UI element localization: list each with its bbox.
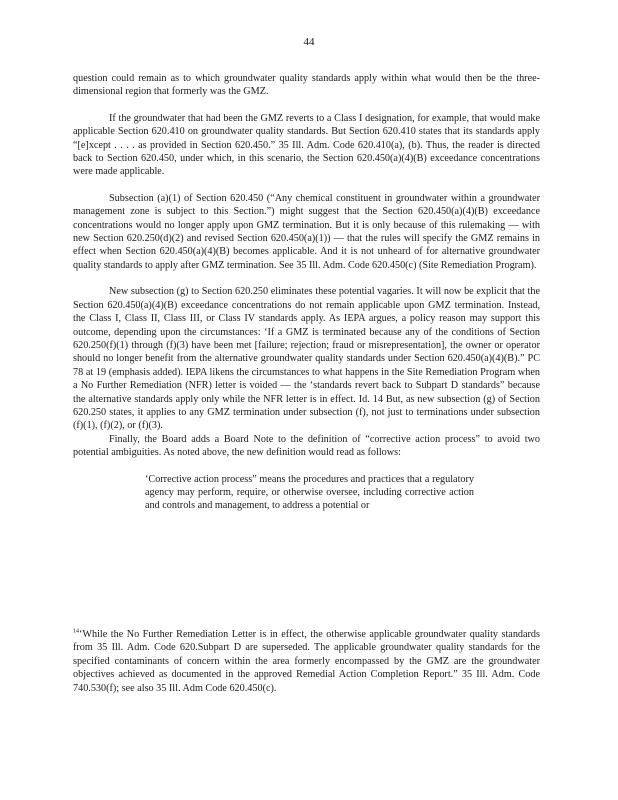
paragraph-board-note: Finally, the Board adds a Board Note to the definition of “corrective action process” to avoid two potential ambiguities. As noted above, the new definition would read as follows: [73, 433, 540, 459]
paragraph-class-i-reversion: If the groundwater that had been the GMZ reverts to a Class I designation, for example, that would make applicable Section 620.410 on groundwater quality standards. But Section 620.410 states that its standards apply “[e]xcept . . . . as provided in Section 620.450.” 35 Ill. Adm. Code 620.410(a), (b). Thus, the reader is directed back to Section 620.450, under which, in this scenario, the Section 620.450(a)(4)(B) exceedance concentrations were made applicable. [73, 112, 540, 178]
paragraph-continuation: question could remain as to which groundwater quality standards apply within what would then be the three-dimensional region that formerly was the GMZ. [73, 73, 540, 98]
paragraph-new-subsection-g: New subsection (g) to Section 620.250 eliminates these potential vagaries. It will now be explicit that the Section 620.450(a)(4)(B) exceedance concentrations do not remain applicable upon GMZ termination. Instead, the Class I, Class II, Class III, or Class IV standards apply. As IEPA argues, a policy reason may support this outcome, depending upon the circumstances: ‘If a GMZ is terminated because any of the conditions of Section 620.250(f)(1) through (f)(3) have been met [failure; rejection; fraud or misrepresentation], the owner or operator should no longer benefit from the alternative groundwater quality standards under Section 620.450(a)(4)(B).” PC 78 at 19 (emphasis added). IEPA likens the circumstances to what happens in the Site Remediation Program when a No Further Remediation (NFR) letter is voided — the ‘standards revert back to Subpart D standards” because the alternative standards apply only while the NFR letter is in effect. Id. 14 But, as new subsection (g) of Section 620.250 states, it applies to any GMZ termination under subsection (f), not just to terminations under subsection (f)(1), (f)(2), or (f)(3). [73, 286, 540, 432]
footnote-marker: 14 [73, 628, 79, 635]
paragraph-subsection-a1: Subsection (a)(1) of Section 620.450 (“Any chemical constituent in groundwater within a groundwater management zone is subject to this Section.”) might suggest that the Section 620.450(a)(4)(B) exceedance concentrations would no longer apply upon GMZ termination. But it is only because of this rulemaking — with new Section 620.250(d)(2) and revised Section 620.450(a)(1)) — that the rules will specify the GMZ remains in effect when Section 620.450(a)(4)(B) becomes applicable. And it is not unheard of for alternative groundwater quality standards to apply after GMZ termination. See 35 Ill. Adm. Code 620.450(c) (Site Remediation Program). [73, 192, 540, 271]
footnote-14 [73, 628, 540, 695]
footnote-text: ‘While the No Further Remediation Letter is in effect, the otherwise applicable groundwater quality standards from 35 Ill. Adm. Code 620.Subpart D are superseded. The applicable groundwater quality standards for the specified contaminants of concern within the area formerly encompassed by the GMZ are the groundwater objectives achieved as documented in the approved Remedial Action Completion Report.” 35 Ill. Adm. Code 740.530(f); see also 35 Ill. Adm Code 620.450(c). [73, 629, 540, 694]
definition-blockquote: ‘Corrective action process” means the procedures and practices that a regulatory agency may perform, require, or otherwise oversee, including corrective action and controls and management, to address a potential or [145, 473, 474, 512]
body-text [73, 72, 540, 513]
page-number: 44 [303, 36, 315, 48]
